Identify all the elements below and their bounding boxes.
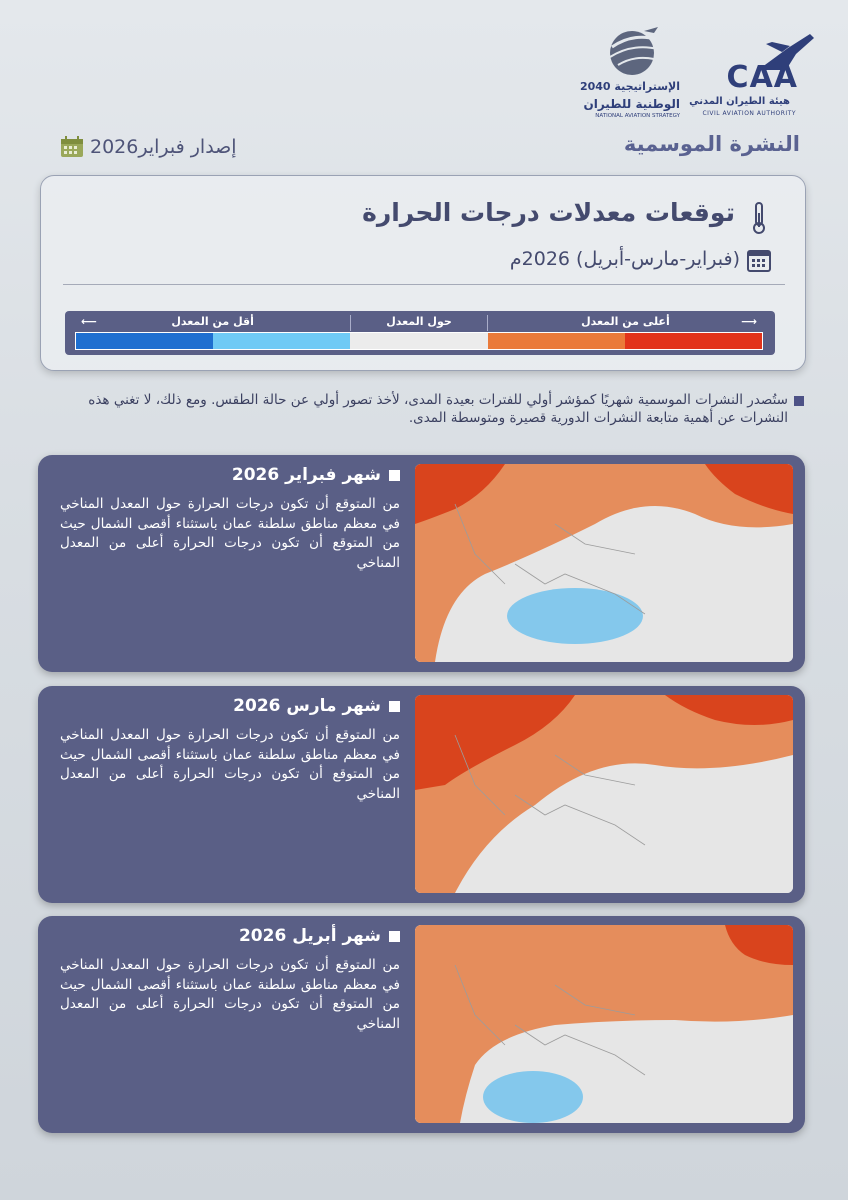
- issue-label: إصدار فبراير2026: [90, 136, 237, 158]
- month-title-text: شهر أبريل 2026: [238, 926, 381, 946]
- month-title: [232, 465, 400, 485]
- disclaimer-note: ستُصدر النشرات الموسمية شهريًا كمؤشر أولي للفترات بعيدة المدى، لأخذ تصور أولي عن حالة الطقس. ومع ذلك، لا تغني هذه النشرات عن أهمية متابعة النشرات الدورية قصيرة ومتوسطة المدى.: [88, 392, 788, 426]
- nas-name-en: NATIONAL AVIATION STRATEGY: [595, 113, 680, 119]
- color-much-above: [625, 333, 762, 349]
- bullet-icon: [389, 931, 400, 942]
- color-below: [213, 333, 350, 349]
- caa-name-ar: هيئة الطيران المدني: [689, 96, 790, 107]
- legend-labels: [75, 315, 763, 331]
- calendar-icon: [747, 248, 771, 272]
- caa-mark: CAA: [726, 60, 798, 95]
- legend-near-label: حول المعدل: [386, 315, 452, 328]
- legend-below: [75, 315, 350, 331]
- temperature-legend: [65, 311, 775, 355]
- issue-date: [60, 136, 237, 158]
- bullet-icon: [389, 470, 400, 481]
- page-title: النشرة الموسمية: [623, 132, 800, 156]
- month-title: [233, 696, 400, 716]
- caa-name-en: CIVIL AVIATION AUTHORITY: [702, 110, 796, 117]
- nas-logo: [578, 25, 688, 120]
- forecast-period: (فبراير-مارس-أبريل) 2026م: [509, 248, 740, 270]
- nas-line1: الإستراتيجية 2040: [579, 80, 680, 93]
- legend-above: [488, 315, 763, 331]
- color-above: [488, 333, 625, 349]
- arrow-left-icon: ⟵: [80, 315, 97, 328]
- month-title-text: شهر فبراير 2026: [231, 465, 381, 485]
- forecast-card: [40, 175, 806, 371]
- month-card-apr: [38, 916, 805, 1133]
- bullet-icon: [794, 396, 804, 406]
- bullet-icon: [389, 701, 400, 712]
- nas-line2: الوطنية للطيران: [583, 97, 680, 111]
- color-much-below: [76, 333, 213, 349]
- forecast-map: [415, 695, 793, 893]
- divider: [63, 284, 785, 285]
- legend-above-label: أعلى من المعدل: [581, 315, 670, 328]
- globe-icon: [604, 25, 660, 77]
- legend-near: [350, 315, 488, 331]
- color-near: [350, 333, 487, 349]
- forecast-map: [415, 925, 793, 1123]
- month-title-text: شهر مارس 2026: [233, 696, 381, 716]
- thermometer-icon: [749, 201, 769, 235]
- caa-logo: [689, 30, 818, 120]
- month-card-feb: [38, 455, 805, 672]
- legend-color-bar: [75, 332, 763, 350]
- month-card-mar: [38, 686, 805, 903]
- month-title: [239, 926, 400, 946]
- calendar-icon: [60, 136, 84, 158]
- legend-below-label: أقل من المعدل: [171, 315, 254, 328]
- forecast-map: [415, 464, 793, 662]
- month-description: من المتوقع أن تكون درجات الحرارة حول المعدل المناخي في معظم مناطق سلطنة عمان باستثناء أقصى الشمال حيث من المتوقع أن تكون درجات الحرارة أعلى من المعدل المناخي: [60, 496, 400, 571]
- month-description: من المتوقع أن تكون درجات الحرارة حول المعدل المناخي في معظم مناطق سلطنة عمان باستثناء أقصى الشمال حيث من المتوقع أن تكون درجات الحرارة أعلى من المعدل المناخي: [60, 957, 400, 1032]
- month-description: من المتوقع أن تكون درجات الحرارة حول المعدل المناخي في معظم مناطق سلطنة عمان باستثناء أقصى الشمال حيث من المتوقع أن تكون درجات الحرارة أعلى من المعدل المناخي: [60, 727, 400, 802]
- card-title: توقعات معدلات درجات الحرارة: [362, 198, 735, 227]
- arrow-right-icon: ⟶: [741, 315, 757, 328]
